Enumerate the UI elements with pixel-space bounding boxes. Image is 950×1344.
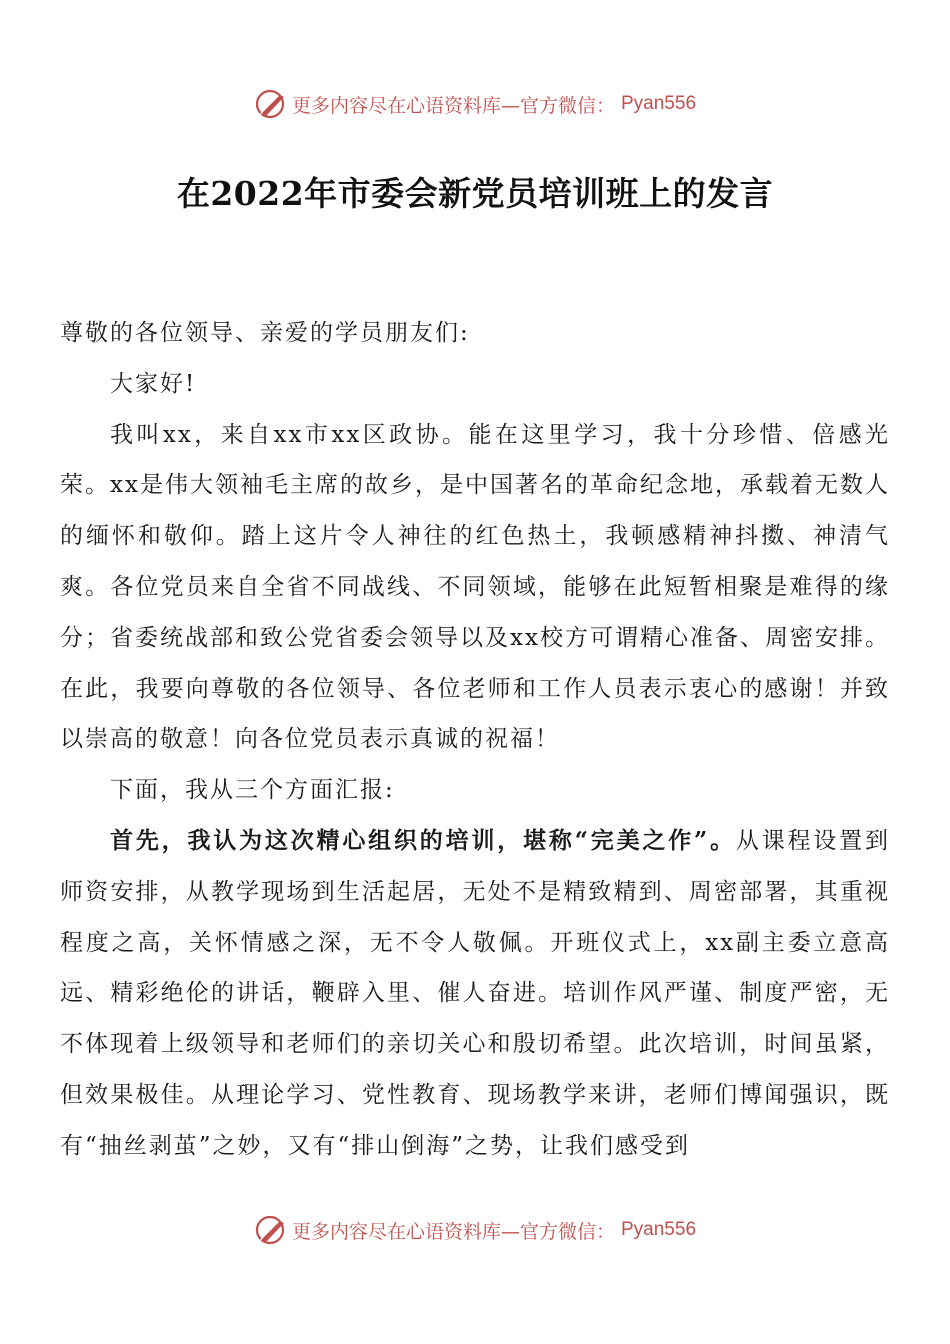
greeting: 大家好! [110, 370, 197, 397]
section-intro: 下面，我从三个方面汇报: [110, 777, 395, 804]
watermark-text: 更多内容尽在心语资料库—官方微信： [291, 1220, 615, 1243]
wechat-id: Pyan556 [621, 93, 697, 114]
salutation: 尊敬的各位领导、亲爱的学员朋友们: [60, 320, 470, 346]
watermark-text: 更多内容尽在心语资料库—官方微信： [291, 94, 615, 117]
header-watermark [0, 84, 950, 124]
first-point-text: 从课程设置到师资安排，从教学现场到生活起居，无处不是精致精到、周密部署，其重视程度之高，关怀情感之深，无不令人敬佩。开班仪式上，xx副主委立意高远、精彩绝伦的讲话，鞭辟入里、催人奋进。培训作风严谨、制度严密，无不体现着上级领导和老师们的亲切关心和殷切希望。此次培训，时间虽紧，但效果极佳。从理论学习、党性教育、现场教学来讲，老师们博闻强识，既有“抽丝剥茧”之妙，又有“排山倒海”之势，让我们感受到 [60, 827, 890, 1159]
document-title: 在2022年市委会新党员培训班上的发言 [176, 174, 774, 213]
paragraph-first-point [60, 816, 890, 1172]
pen-logo-icon [254, 1213, 288, 1247]
pen-logo-icon [254, 87, 288, 121]
first-point-lead: 首先，我认为这次精心组织的培训，堪称“完美之作”。 [110, 826, 736, 854]
wechat-id: Pyan556 [621, 1219, 697, 1240]
footer-watermark [0, 1210, 950, 1250]
paragraph-introduction: 我叫xx，来自xx市xx区政协。能在这里学习，我十分珍惜、倍感光荣。xx是伟大领袖毛主席的故乡，是中国著名的革命纪念地，承载着无数人的缅怀和敬仰。踏上这片令人神往的红色热土，我顿感精神抖擞、神清气爽。各位党员来自全省不同战线、不同领域，能够在此短暂相聚是难得的缘分；省委统战部和致公党省委会领导以及xx校方可谓精心准备、周密安排。在此，我要向尊敬的各位领导、各位老师和工作人员表示衷心的感谢！并致以崇高的敬意！向各位党员表示真诚的祝福！ [60, 421, 890, 753]
document-body [60, 308, 890, 1172]
